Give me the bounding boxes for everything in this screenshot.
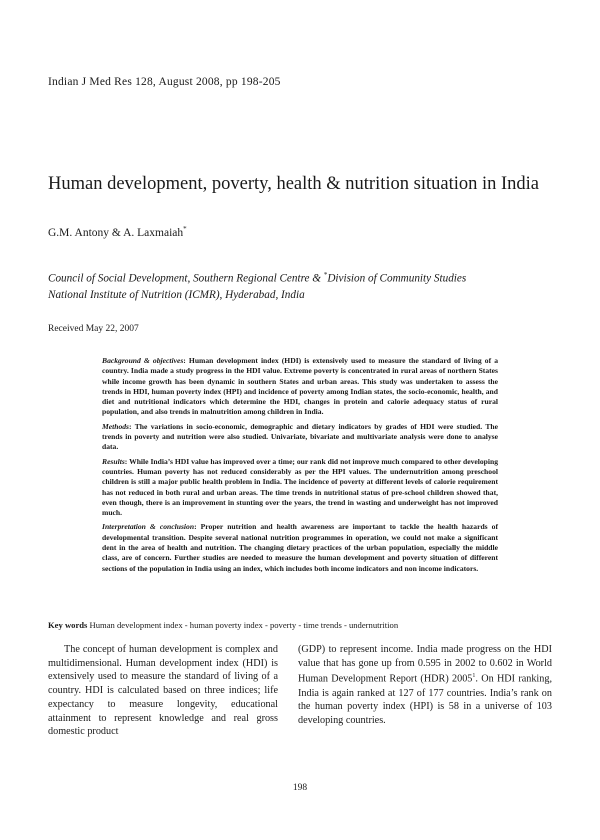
affiliation-line-1	[48, 267, 466, 287]
keywords-text: Human development index - human poverty index - poverty - time trends - undernutrition	[87, 620, 399, 630]
article-title: Human development, poverty, health & nutrition situation in India	[48, 174, 540, 194]
interpretation-text: : Proper nutrition and health awareness are important to tackle the health hazards of developmental transition. Despite several national nutrition programmes in operation, we could not make a significant dent in the area of health and nutrition. The changing dietary practices of the urban population, especially the middle class, are of concern. Further studies are needed to measure the human development and poverty situation of different sections of the population in India using an index, which includes both income indicators and non income indicators.	[102, 522, 498, 573]
background-label: Background & objectives	[102, 356, 184, 365]
body-paragraph-continued	[298, 643, 552, 728]
background-text: : Human development index (HDI) is extensively used to measure the standard of living of a country. India made a study progress in the HDI value. Extreme poverty is concentrated in rural areas of northern States while income growth has been dynamic in southern States and urban areas. This study was undertaken to assess the trends in HDI, human poverty index (HPI) and incidence of poverty among Indian states, the socio-economic, health, and diet and nutritional indicators which determine the HDI, changes in protein and calorie adequacy status of rural population, and also trends in malnutrition among children in India.	[102, 356, 498, 417]
keywords-label: Key words	[48, 620, 88, 630]
affiliation	[48, 267, 466, 303]
abstract	[102, 356, 498, 578]
author-mark: *	[183, 225, 187, 233]
body-column-right	[298, 643, 552, 728]
author-line	[48, 225, 187, 239]
author-names: G.M. Antony & A. Laxmaiah	[48, 226, 184, 239]
abstract-methods	[102, 422, 498, 453]
methods-label: Methods	[102, 421, 130, 431]
received-date: Received May 22, 2007	[48, 324, 139, 334]
abstract-background	[102, 356, 498, 418]
results-text: : While India’s HDI value has improved over a time; our rank did not improve much compared to other developing countries. Human poverty has not reduced considerably as per the HPI values. The undernutrition among preschool children is still a major public health problem in India. The incidence of poverty at different levels of calorie requirement has not reduced in both rural and urban areas. The time trends in nutritional status of pre-school children showed that, even though, there is an improvement in stunting over the years, the trend in wasting and underweight has not improved much.	[102, 456, 498, 518]
body-paragraph: The concept of human development is complex and multidimensional. Human development index (HDI) is extensively used to measure the standard of living of a country. HDI is calculated based on three indices; life expectancy to measure longevity, educational attainment to represent knowledge and real gross domestic product	[48, 644, 278, 738]
body-text-part-2: . On HDI ranking, India is again ranked at 127 of 177 countries. India’s rank on the human poverty index (HPI) is 58 in a universe of 103 developing countries.	[298, 673, 552, 726]
affiliation-part-2: Division of Community Studies	[327, 272, 467, 285]
results-label: Results	[102, 456, 125, 466]
journal-citation: Indian J Med Res 128, August 2008, pp 198-205	[48, 76, 281, 88]
page-number: 198	[292, 783, 308, 793]
body-column-left	[48, 643, 278, 739]
keywords	[48, 620, 568, 630]
affiliation-mark: *	[323, 271, 328, 279]
reference-mark: 1	[472, 673, 476, 680]
abstract-interpretation	[102, 522, 498, 573]
abstract-results	[102, 457, 498, 519]
body-text-part-1: (GDP) to represent income. India made progress on the HDI value that has gone up from 0.595 in 2002 to 0.602 in World Human Development Report (HDR) 2005	[298, 644, 552, 685]
affiliation-part-1: Council of Social Development, Southern Regional Centre &	[48, 272, 324, 285]
affiliation-line-2: National Institute of Nutrition (ICMR), Hyderabad, India	[48, 288, 305, 301]
methods-text: : The variations in socio-economic, demographic and dietary indicators by grades of HDI were studied. The trends in poverty and nutrition were also studied. Univariate, bivariate and multivariate analysis were done to analyse data.	[102, 421, 498, 452]
interpretation-label: Interpretation & conclusion	[102, 522, 195, 532]
